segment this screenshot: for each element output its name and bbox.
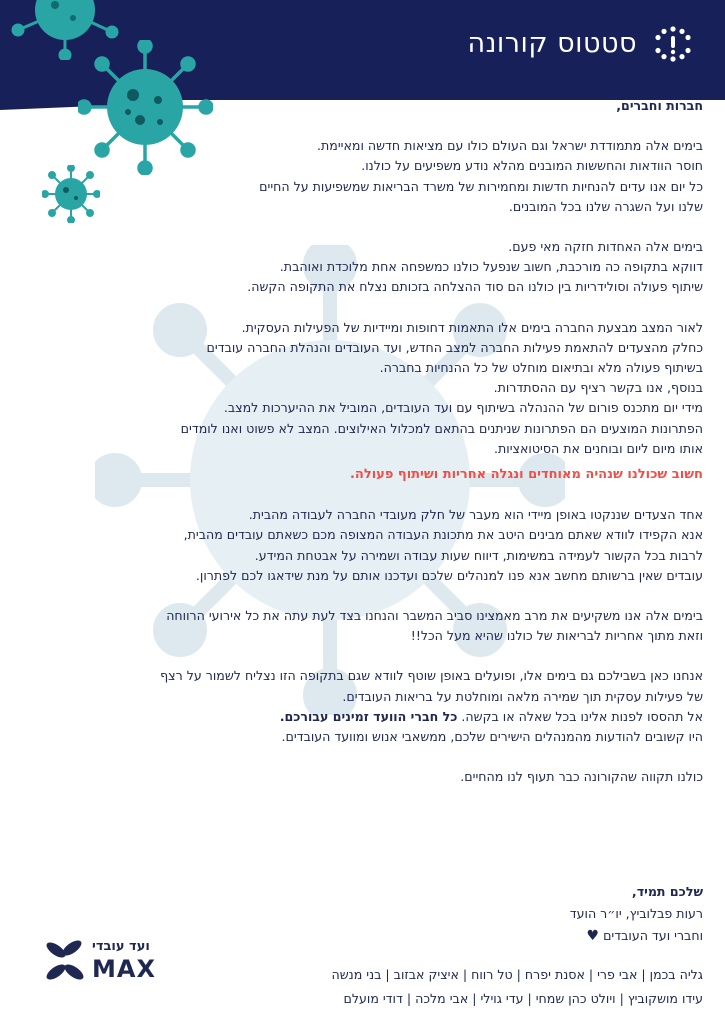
- logo-caption: ועד עובדי: [92, 939, 150, 954]
- paragraph-support: [18, 666, 703, 747]
- paragraph-work-from-home: [18, 505, 703, 586]
- text-line: בימים אלה האחדות חזקה מאי פעם.: [508, 239, 703, 255]
- heart-icon: ♥: [586, 928, 600, 944]
- members-line: עידו מושקוביץ | ויולט כהן שמחי | עדי גוילי | אבי מלכה | דודי מועלם: [343, 991, 703, 1006]
- text-line: היו קשובים להודעות מהמנהלים הישירים שלכם, ממשאבי אנוש ומוועד העובדים.: [281, 729, 703, 745]
- text-line: כל יום אנו עדים להנחיות חדשות ומחמירות של משרד הבריאות שמשפיעות על החיים: [259, 178, 703, 194]
- text-line: בנוסף, אנו בקשר רציף עם ההסתדרות.: [493, 380, 703, 396]
- text-line: חוסר הוודאות והחששות המובנים מהלא נודע משפיעים על כולנו.: [361, 158, 703, 174]
- text-line: שיתוף פעולה וסולידריות בין כולנו הם סוד ההצלחה בזכותם נצלח את התקופה הקשה.: [247, 279, 703, 295]
- contact-bold-text: כל חברי הוועד זמינים עבורכם.: [279, 708, 458, 724]
- greeting: חברות וחברים,: [616, 98, 703, 113]
- text-line: וזאת מתוך אחריות לבריאות של כולנו שהיא מעל הכל!!: [410, 628, 703, 644]
- text-line: אנחנו כאן בשבילכם גם בימים אלו, ופועלים באופן שוטף לוודא שגם בתקופה הזו נצליח לשמור על רצף: [160, 668, 703, 684]
- closing-line: כולנו תקווה שהקורונה כבר תעוף לנו מהחיים.: [460, 769, 703, 785]
- text-line: אותו מיום ליום ובוחנים את הסיטואציות.: [493, 440, 703, 456]
- signer-name: רעות פבלוביץ, יו״ר הועד: [569, 906, 703, 921]
- highlight-message: חשוב שכולנו שנהיה מאוחדים ונגלה אחריות ושיתוף פעולה.: [349, 467, 703, 483]
- committee-line: [283, 925, 703, 947]
- text-line: הפתרונות המוצעים הם הפתרונות שניתנים בהתאם למכלול האילוצים. המצב לא פשוט ואנו לומדים: [180, 420, 703, 436]
- text-line: של פעילות עסקית תוך שמירה מלאה ומוחלטת על בריאות העובדים.: [342, 688, 703, 704]
- text-line: אחד הצעדים שננקטו באופן מיידי הוא מעבר של חלק מעובדי החברה לעבודה מהבית.: [248, 507, 703, 523]
- logo-wordmark: MAX: [92, 955, 156, 983]
- page-title: סטטוס קורונה: [467, 28, 637, 59]
- text-line: כחלק מהצעדים להתאמת פעילות החברה למצב החדש, ועד העובדים והנהלת החברה עובדים: [206, 339, 703, 355]
- text-line: בימים אלה מתמודדת ישראל וגם העולם כולו עם מציאות חדשה ומאיימת.: [317, 138, 703, 154]
- text-line: לאור המצב מבצעת החברה בימים אלו התאמות דחופות ומיידיות של הפעילות העסקית.: [241, 319, 703, 335]
- signature-block: [283, 881, 703, 947]
- text-line: עובדים שאין ברשותם מחשב אנא פנו למנהלים שלכם ועדכנו אותם על מנת שידאגו לכם לפתרון.: [195, 567, 703, 583]
- text-line: לרבות בכל הקשור לעמידה במשימות, דיווח שעות עבודה ושמירה על אבטחת המידע.: [254, 547, 703, 563]
- alert-circle-icon: [655, 26, 691, 62]
- text-line: בשיתוף פעולה מלא ובתיאום מוחלט של כל ההנחיות בחברה.: [379, 360, 703, 376]
- sign-off: שלכם תמיד,: [631, 884, 703, 899]
- committee-members: [183, 963, 703, 1011]
- paragraph-adjustments: [18, 318, 703, 459]
- text-line: דווקא בתקופה כה מורכבת, חשוב שנפעל כולנו כמשפחה אחת מלוכדת ואוהבת.: [279, 259, 703, 275]
- contact-line: [18, 707, 703, 727]
- committee-text: וחברי ועד העובדים: [603, 928, 703, 943]
- paragraph-unity: [18, 237, 703, 298]
- text-line: אנא הקפידו לוודא שאתם מבינים היטב את מתכונת העבודה המצופה מכם כשאתם עובדים מהבית,: [183, 527, 703, 543]
- letter-body: [18, 96, 703, 807]
- text-line: בימים אלה אנו משקיעים את מרב מאמצינו סביב המשבר והנחנו בצד לעת עתה את כל אירועי הרווחה: [166, 608, 703, 624]
- paragraph-situation: [18, 136, 703, 217]
- paragraph-welfare: [18, 606, 703, 646]
- text-line: מידי יום מתכנס פורום של ההנהלה בשיתוף עם ועד העובדים, המוביל את ההיערכות למצב.: [223, 400, 703, 416]
- contact-text: אל תהססו לפנות אלינו בכל שאלה או בקשה.: [457, 708, 703, 724]
- text-line: שלנו ועל השגרה שלנו בכל המובנים.: [508, 198, 703, 214]
- members-line: גליה בכמן | אבי פרי | אסנת יפרח | טל רווח | איציק אבזוב | בני מנשה: [331, 967, 703, 982]
